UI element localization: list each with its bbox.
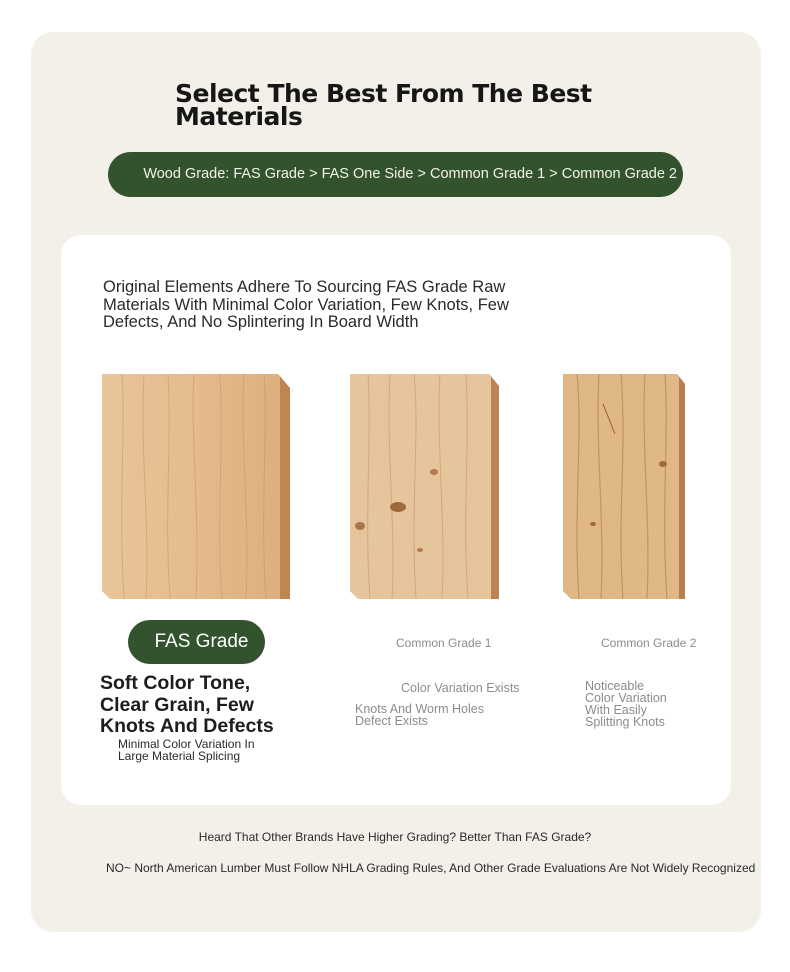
fas-grade-headline: Soft Color Tone, Clear Grain, Few Knots And Defects (100, 672, 274, 737)
page-title: Select The Best From The Best Materials (175, 79, 592, 131)
common-grade-2-label: Common Grade 2 (601, 636, 697, 650)
intro-text: Original Elements Adhere To Sourcing FAS Grade Raw Materials With Minimal Color Variation, Few Knots, Few Defects, And No Splintering In Board Width (103, 278, 509, 331)
fas-grade-board-image (102, 374, 290, 599)
fas-grade-note: Minimal Color Variation In Large Material Splicing (118, 737, 255, 763)
footer-question: Heard That Other Brands Have Higher Grading? Better Than FAS Grade? (198, 830, 592, 844)
fas-grade-badge (128, 620, 265, 664)
footer-answer: NO~ North American Lumber Must Follow NHLA Grading Rules, And Other Grade Evaluations Are Not Widely Recognized (106, 861, 756, 875)
fas-grade-label: FAS Grade (154, 631, 249, 652)
common-grade-1-note-1: Color Variation Exists (401, 681, 520, 695)
common-grade-1-label: Common Grade 1 (396, 636, 492, 650)
common-grade-2-note: Noticeable Color Variation With Easily Splitting Knots (585, 679, 667, 729)
common-grade-1-board-image (350, 374, 499, 599)
wood-grade-text: Wood Grade: FAS Grade > FAS One Side > Common Grade 1 > Common Grade 2 (143, 166, 677, 182)
wood-grade-banner (108, 152, 683, 197)
common-grade-2-board-image (563, 374, 685, 599)
common-grade-1-note-2: Knots And Worm Holes Defect Exists (355, 702, 484, 728)
